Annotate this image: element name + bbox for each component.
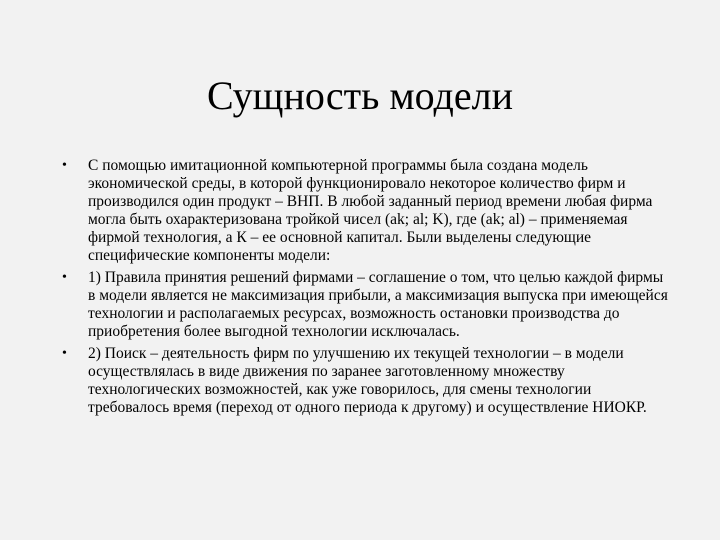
bullet-item (56, 345, 668, 417)
bullet-list (56, 157, 668, 421)
bullet-dot-icon: • (62, 346, 67, 361)
bullet-dot-icon: • (62, 270, 67, 285)
bullet-item (56, 157, 668, 265)
bullet-dot-icon: • (62, 158, 67, 173)
bullet-text: 1) Правила принятия решений фирмами – соглашение о том, что целью каждой фирмы в модели является не максимизация прибыли, а максимизация выпуска при имеющейся технологии и располагаемых ресурсах, возможность остановки производства до приобретения более выгодной технологии исключалась. (88, 269, 668, 340)
bullet-item (56, 269, 668, 341)
bullet-text: С помощью имитационной компьютерной программы была создана модель экономической среды, в которой функционировало некоторое количество фирм и производился один продукт – ВНП. В любой заданный период времени любая фирма могла быть охарактеризована тройкой чисел (ak; al; K), где (ak; al) – применяемая фирмой технология, а К – ее основной капитал. Были выделены следующие специфические компоненты модели: (88, 157, 653, 264)
slide-title: Сущность модели (207, 73, 513, 118)
bullet-text: 2) Поиск – деятельность фирм по улучшению их текущей технологии – в модели осуществлялась в виде движения по заранее заготовленному множеству технологических возможностей, как уже говорилось, для смены технологии требовалось время (переход от одного периода к другому) и осуществление НИОКР. (88, 345, 647, 416)
